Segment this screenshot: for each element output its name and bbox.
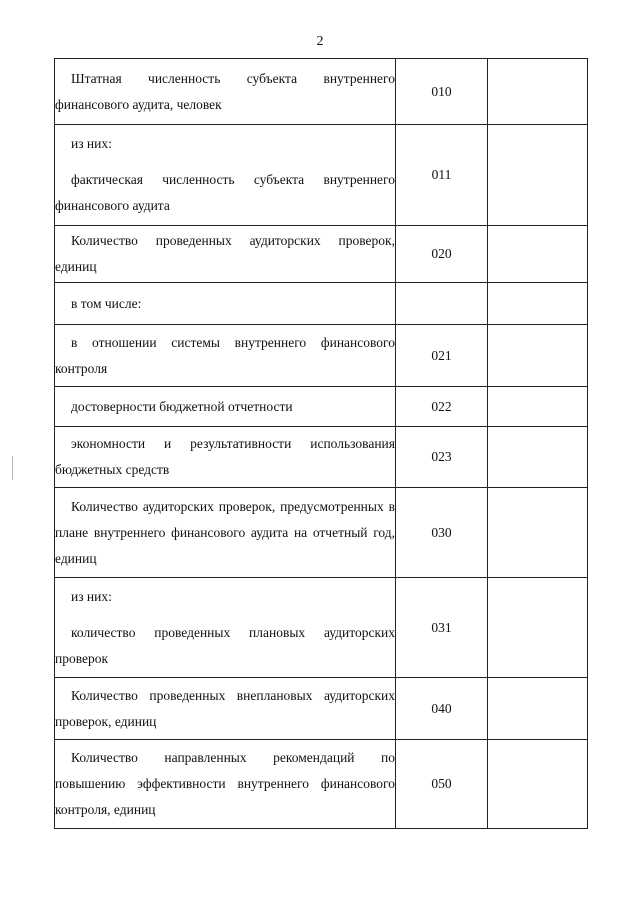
- table-row-031: [55, 578, 588, 678]
- indicator-text: из них:: [71, 588, 112, 604]
- indicator-text: из них:: [71, 136, 112, 151]
- indicator-text: в отношении системы внутреннего финансового контроля: [55, 334, 395, 376]
- value-cell: [488, 427, 588, 488]
- indicator-cell: [55, 387, 396, 427]
- line-code: 022: [396, 387, 488, 427]
- indicator-cell: [55, 740, 396, 829]
- indicator-text: Штатная численность субъекта внутреннего финансового аудита, человек: [55, 70, 395, 112]
- value-cell: [488, 226, 588, 283]
- line-code: [396, 283, 488, 325]
- table-row-010: [55, 59, 588, 125]
- line-code: 031: [396, 578, 488, 678]
- indicator-cell: [55, 59, 396, 125]
- value-cell: [488, 578, 588, 678]
- line-code: 010: [396, 59, 488, 125]
- indicator-text: достоверности бюджетной отчетности: [71, 398, 293, 414]
- value-cell: [488, 325, 588, 387]
- indicator-cell: [55, 488, 396, 578]
- indicator-text: Количество проведенных внеплановых аудиторских проверок, единиц: [55, 687, 395, 729]
- table-row-020: [55, 226, 588, 283]
- line-code: 020: [396, 226, 488, 283]
- indicator-cell: [55, 578, 396, 678]
- indicator-text: Количество проведенных аудиторских проверок, единиц: [55, 233, 395, 274]
- indicator-text: количество проведенных плановых аудиторских проверок: [55, 624, 395, 666]
- line-code: 021: [396, 325, 488, 387]
- indicator-text: Количество направленных рекомендаций по повышению эффективности внутреннего финансового контроля, единиц: [55, 750, 395, 817]
- table-row-040: [55, 678, 588, 740]
- scan-margin-mark: [12, 456, 13, 480]
- report-table: [54, 58, 588, 829]
- page-number: 2: [316, 34, 324, 49]
- value-cell: [488, 59, 588, 125]
- line-code: 023: [396, 427, 488, 488]
- indicator-cell: [55, 678, 396, 740]
- value-cell: [488, 678, 588, 740]
- table-row-011: [55, 125, 588, 226]
- table-row-030: [55, 488, 588, 578]
- value-cell: [488, 387, 588, 427]
- indicator-text: в том числе:: [71, 295, 142, 311]
- value-cell: [488, 488, 588, 578]
- line-code: 030: [396, 488, 488, 578]
- indicator-cell: [55, 125, 396, 226]
- indicator-text: экономности и результативности использования бюджетных средств: [55, 436, 395, 477]
- table-row-050: [55, 740, 588, 829]
- value-cell: [488, 125, 588, 226]
- line-code: 011: [396, 125, 488, 226]
- indicator-cell: [55, 283, 396, 325]
- line-code: 050: [396, 740, 488, 829]
- indicator-text: фактическая численность субъекта внутреннего финансового аудита: [55, 172, 395, 213]
- value-cell: [488, 283, 588, 325]
- indicator-text: Количество аудиторских проверок, предусмотренных в плане внутреннего финансового аудита на отчетный год, единиц: [55, 498, 395, 566]
- table-row-021: [55, 325, 588, 387]
- indicator-cell: [55, 325, 396, 387]
- table-row-023: [55, 427, 588, 488]
- table-row-sub-header: [55, 283, 588, 325]
- indicator-cell: [55, 226, 396, 283]
- indicator-cell: [55, 427, 396, 488]
- value-cell: [488, 740, 588, 829]
- line-code: 040: [396, 678, 488, 740]
- table-row-022: [55, 387, 588, 427]
